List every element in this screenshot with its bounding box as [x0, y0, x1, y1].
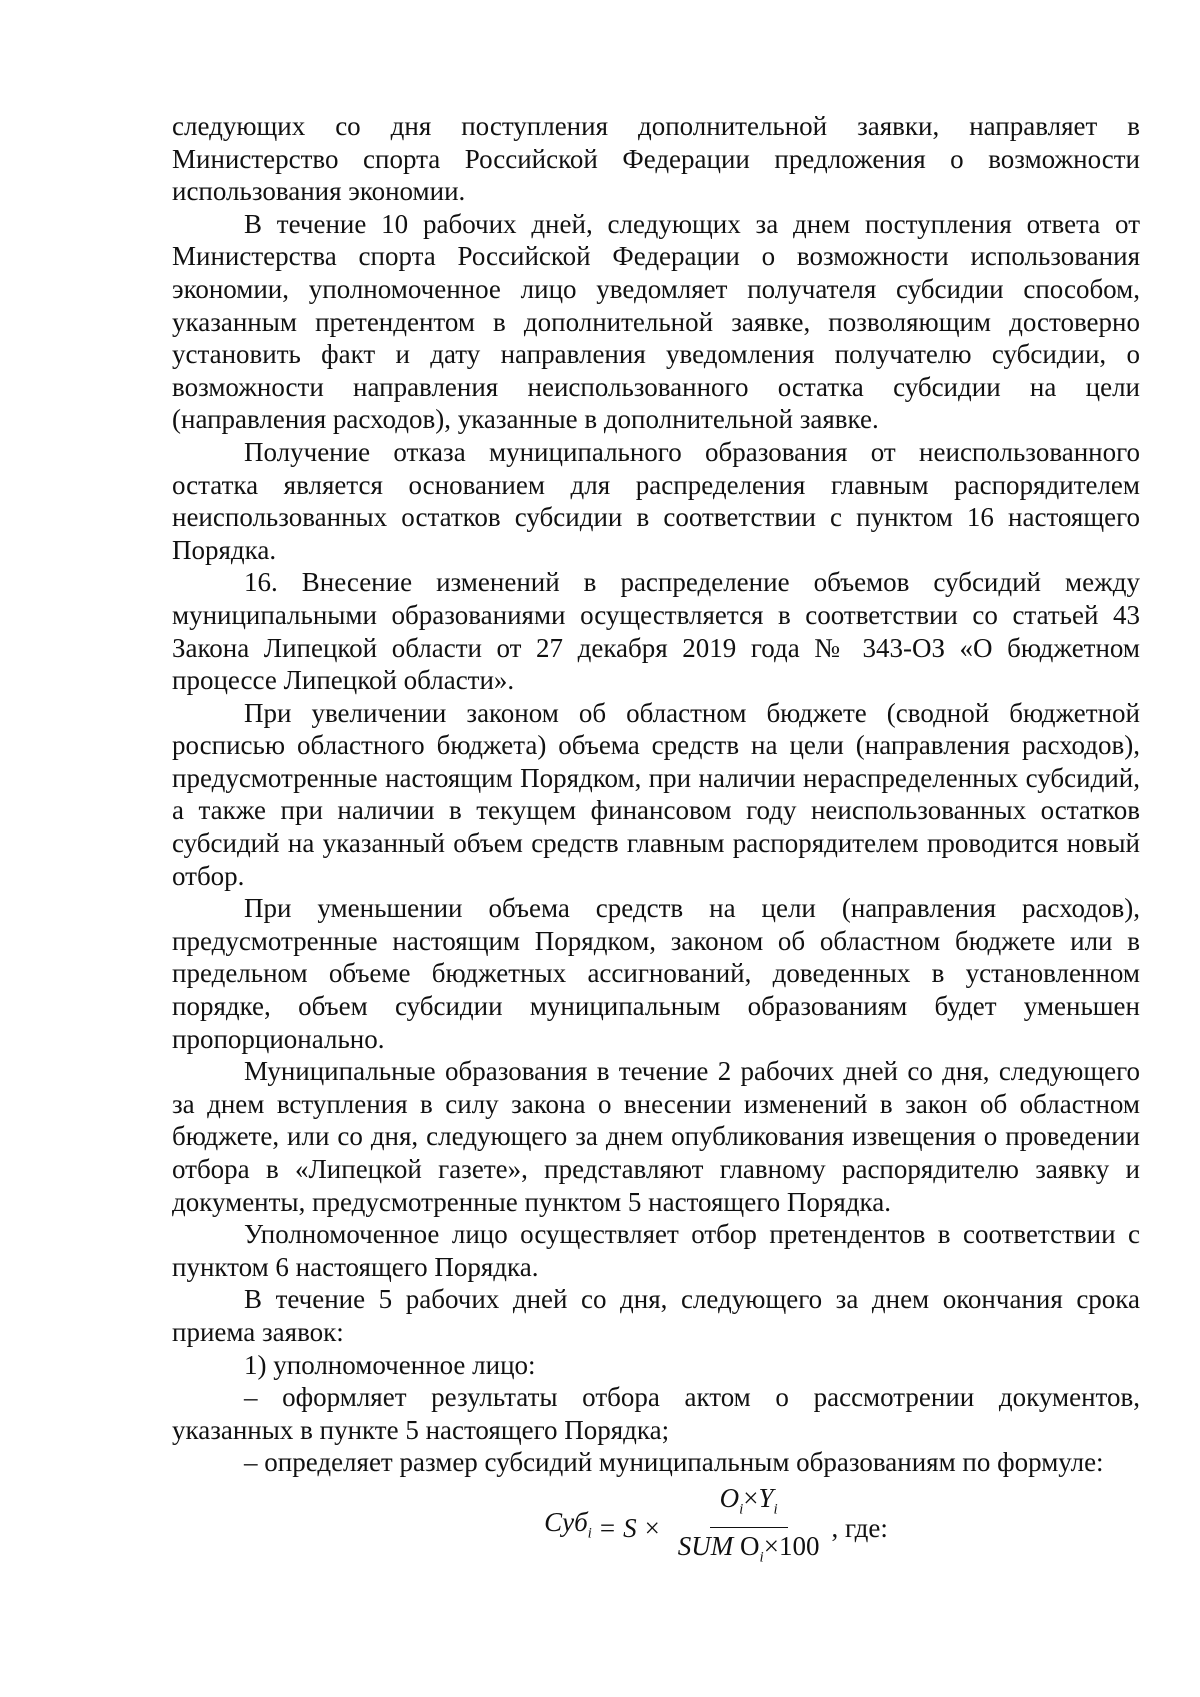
paragraph: следующих со дня поступления дополнительной заявки, направляет в Министерство спорта Российской Федерации предложения о возможности использования экономии. [172, 111, 1140, 207]
formula-numerator: $O_i\times Y_i$ [710, 1483, 788, 1528]
formula-tail: , где: [831, 1512, 888, 1543]
paragraph: Муниципальные образования в течение 2 рабочих дней со дня, следующего за днем вступления в силу закона о внесении изменений в закон об областном бюджете, или со дня, следующего за днем опубликования извещения о проведении отбора в «Липецкой газете», представляют главному распорядителю заявку и документы, предусмотренные пунктом 5 настоящего Порядка. [172, 1056, 1140, 1217]
paragraph: 1) уполномоченное лицо: [244, 1349, 536, 1380]
formula-fraction [672, 1483, 826, 1573]
paragraph: Уполномоченное лицо осуществляет отбор претендентов в соответствии с пунктом 6 настоящего Порядка. [172, 1219, 1140, 1282]
formula-times: × [644, 1512, 660, 1543]
paragraph: – определяет размер субсидий муниципальным образованиям по формуле: [244, 1447, 1104, 1478]
document-page [172, 110, 1140, 1573]
paragraph: При уменьшении объема средств на цели (направления расходов), предусмотренные настоящим Порядком, законом об областном бюджете или в предельном объеме бюджетных ассигнований, доведенных в установленном порядке, объем субсидии муниципальным образованиям будет уменьшен пропорционально. [172, 893, 1140, 1054]
formula-lhs: Суб$_i$ [544, 1506, 592, 1542]
paragraph: При увеличении законом об областном бюджете (сводной бюджетной росписью областного бюджета) объема средств на цели (направления расходов), предусмотренные настоящим Порядком, при наличии нераспределенных субсидий, а также при наличии в текущем финансовом году неиспользованных остатков субсидий на указанный объем средств главным распорядителем проводится новый отбор. [172, 697, 1140, 891]
paragraph: Получение отказа муниципального образования от неиспользованного остатка является основанием для распределения главным распорядителем неиспользованных остатков субсидии в соответствии с пунктом 16 настоящего Порядка. [172, 436, 1140, 565]
document-body [172, 110, 1140, 1479]
paragraph: 16. Внесение изменений в распределение объемов субсидий между муниципальными образованиями осуществляется в соответствии со статьей 43 Закона Липецкой области от 27 декабря 2019 года № 343-ОЗ «О бюджетном процессе Липецкой области». [172, 567, 1140, 696]
paragraph: В течение 10 рабочих дней, следующих за днем поступления ответа от Министерства спорта Российской Федерации о возможности использования экономии, уполномоченное лицо уведомляет получателя субсидии способом, указанным претендентом в дополнительной заявке, позволяющим достоверно установить факт и дату направления уведомления получателю субсидии, о возможности направления неиспользованного остатка субсидии на цели (направления расходов), указанные в дополнительной заявке. [172, 208, 1140, 435]
subsidy-formula [172, 1483, 1140, 1573]
formula-equals: = [599, 1512, 616, 1543]
formula-denominator: SUM $O_i\times 100$ [677, 1531, 820, 1566]
formula-s: S [623, 1512, 637, 1543]
paragraph: – оформляет результаты отбора актом о рассмотрении документов, указанных в пункте 5 настоящего Порядка; [172, 1382, 1140, 1445]
paragraph: В течение 5 рабочих дней со дня, следующего за днем окончания срока приема заявок: [172, 1284, 1140, 1347]
